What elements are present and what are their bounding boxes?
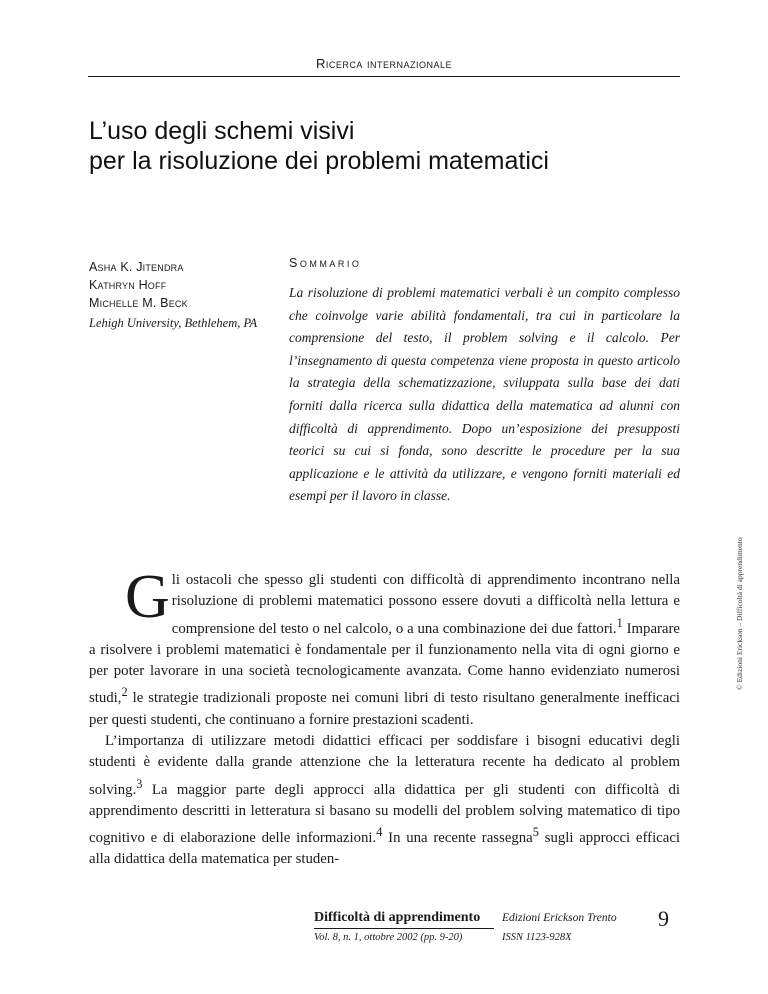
section-divider [88, 76, 680, 77]
footer-divider [314, 928, 494, 929]
journal-name: Difficoltà di apprendimento [314, 910, 481, 925]
body-paragraph [89, 563, 680, 731]
footnote-ref[interactable]: 3 [136, 776, 143, 791]
issn: ISSN 1123-928X [502, 932, 572, 943]
body-paragraph [89, 731, 680, 871]
author-name: Michelle M. Beck [89, 296, 188, 310]
footnote-ref[interactable]: 1 [616, 615, 623, 630]
body-text: le strategie tradizionali proposte nei comuni libri di testo risultano generalmente inefficaci per questi studenti, che continuano a fornire prestazioni scadenti. [89, 690, 680, 728]
author-block [89, 258, 289, 332]
journal-volume: Vol. 8, n. 1, ottobre 2002 (pp. 9-20) [314, 932, 463, 943]
body-text: L’importanza di utilizzare metodi didattici efficaci per soddisfare i bisogni educativi degli studenti è evidente dalla grande attenzione che la letteratura recente ha dedicato al problem solving. [89, 732, 680, 798]
title-line-1: L’uso degli schemi visivi [89, 117, 355, 145]
abstract-heading: Sommario [289, 256, 362, 270]
title-line-2: per la risoluzione dei problemi matematici [89, 147, 549, 175]
footnote-ref[interactable]: 4 [376, 825, 383, 840]
body-text: La maggior parte degli approcci alla didattica per gli studenti con difficoltà di apprendimento descritti in letteratura si basano su modelli del problem solving matematico di tipo cognitivo e di elaborazione delle informazioni. [89, 781, 680, 846]
footnote-ref[interactable]: 5 [532, 825, 539, 840]
author-affiliation: Lehigh University, Bethlehem, PA [89, 316, 258, 330]
footnote-ref[interactable]: 2 [121, 685, 128, 700]
page-number: 9 [658, 906, 669, 931]
publisher: Edizioni Erickson Trento [502, 912, 617, 924]
copyright-notice: © Edizioni Erickson – Difficoltà di apprendimento [735, 537, 744, 690]
body-text: Imparare a risolvere i problemi matematici è fondamentale per il funzionamento nella vita di ogni giorno e per poter lavorare in una società tecnologicamente avanzata. Come hanno evidenziato numerosi studi, [89, 620, 680, 707]
author-name: Kathryn Hoff [89, 278, 167, 292]
page-footer [0, 906, 768, 966]
drop-cap: G [125, 563, 170, 631]
section-label: Ricerca internazionale [315, 56, 453, 71]
article-body [89, 563, 680, 871]
body-text: sugli approcci efficaci alla didattica della matematica per studen- [89, 829, 680, 868]
body-text: li ostacoli che spesso gli studenti con difficoltà di apprendimento incontrano nella risoluzione di problemi matematici possono essere dovuti a difficoltà nella lettura e comprensione del testo o nel calcolo, o a una combinazione dei due fattori. [171, 572, 680, 637]
article-title [89, 116, 709, 176]
abstract-text: La risoluzione di problemi matematici verbali è un compito complesso che coinvolge varie abilità fondamentali, tra cui in particolare la comprensione del testo, il problem solving e il calcolo. Per l’insegnamento di questa competenza viene proposta in questo articolo la strategia della schematizzazione, sviluppata sulla base dei dati forniti dalla ricerca sulla didattica della matematica ad alunni con difficoltà di apprendimento. Dopo un’esposizione dei presupposti teorici su cui si fonda, sono descritte le procedure per la sua applicazione e le attività da utilizzare, e vengono forniti materiali ed esempi per il lavoro in classe. [289, 285, 680, 504]
author-name: Asha K. Jitendra [89, 260, 184, 274]
abstract [289, 256, 680, 508]
body-text: In una recente rassegna [382, 829, 533, 846]
